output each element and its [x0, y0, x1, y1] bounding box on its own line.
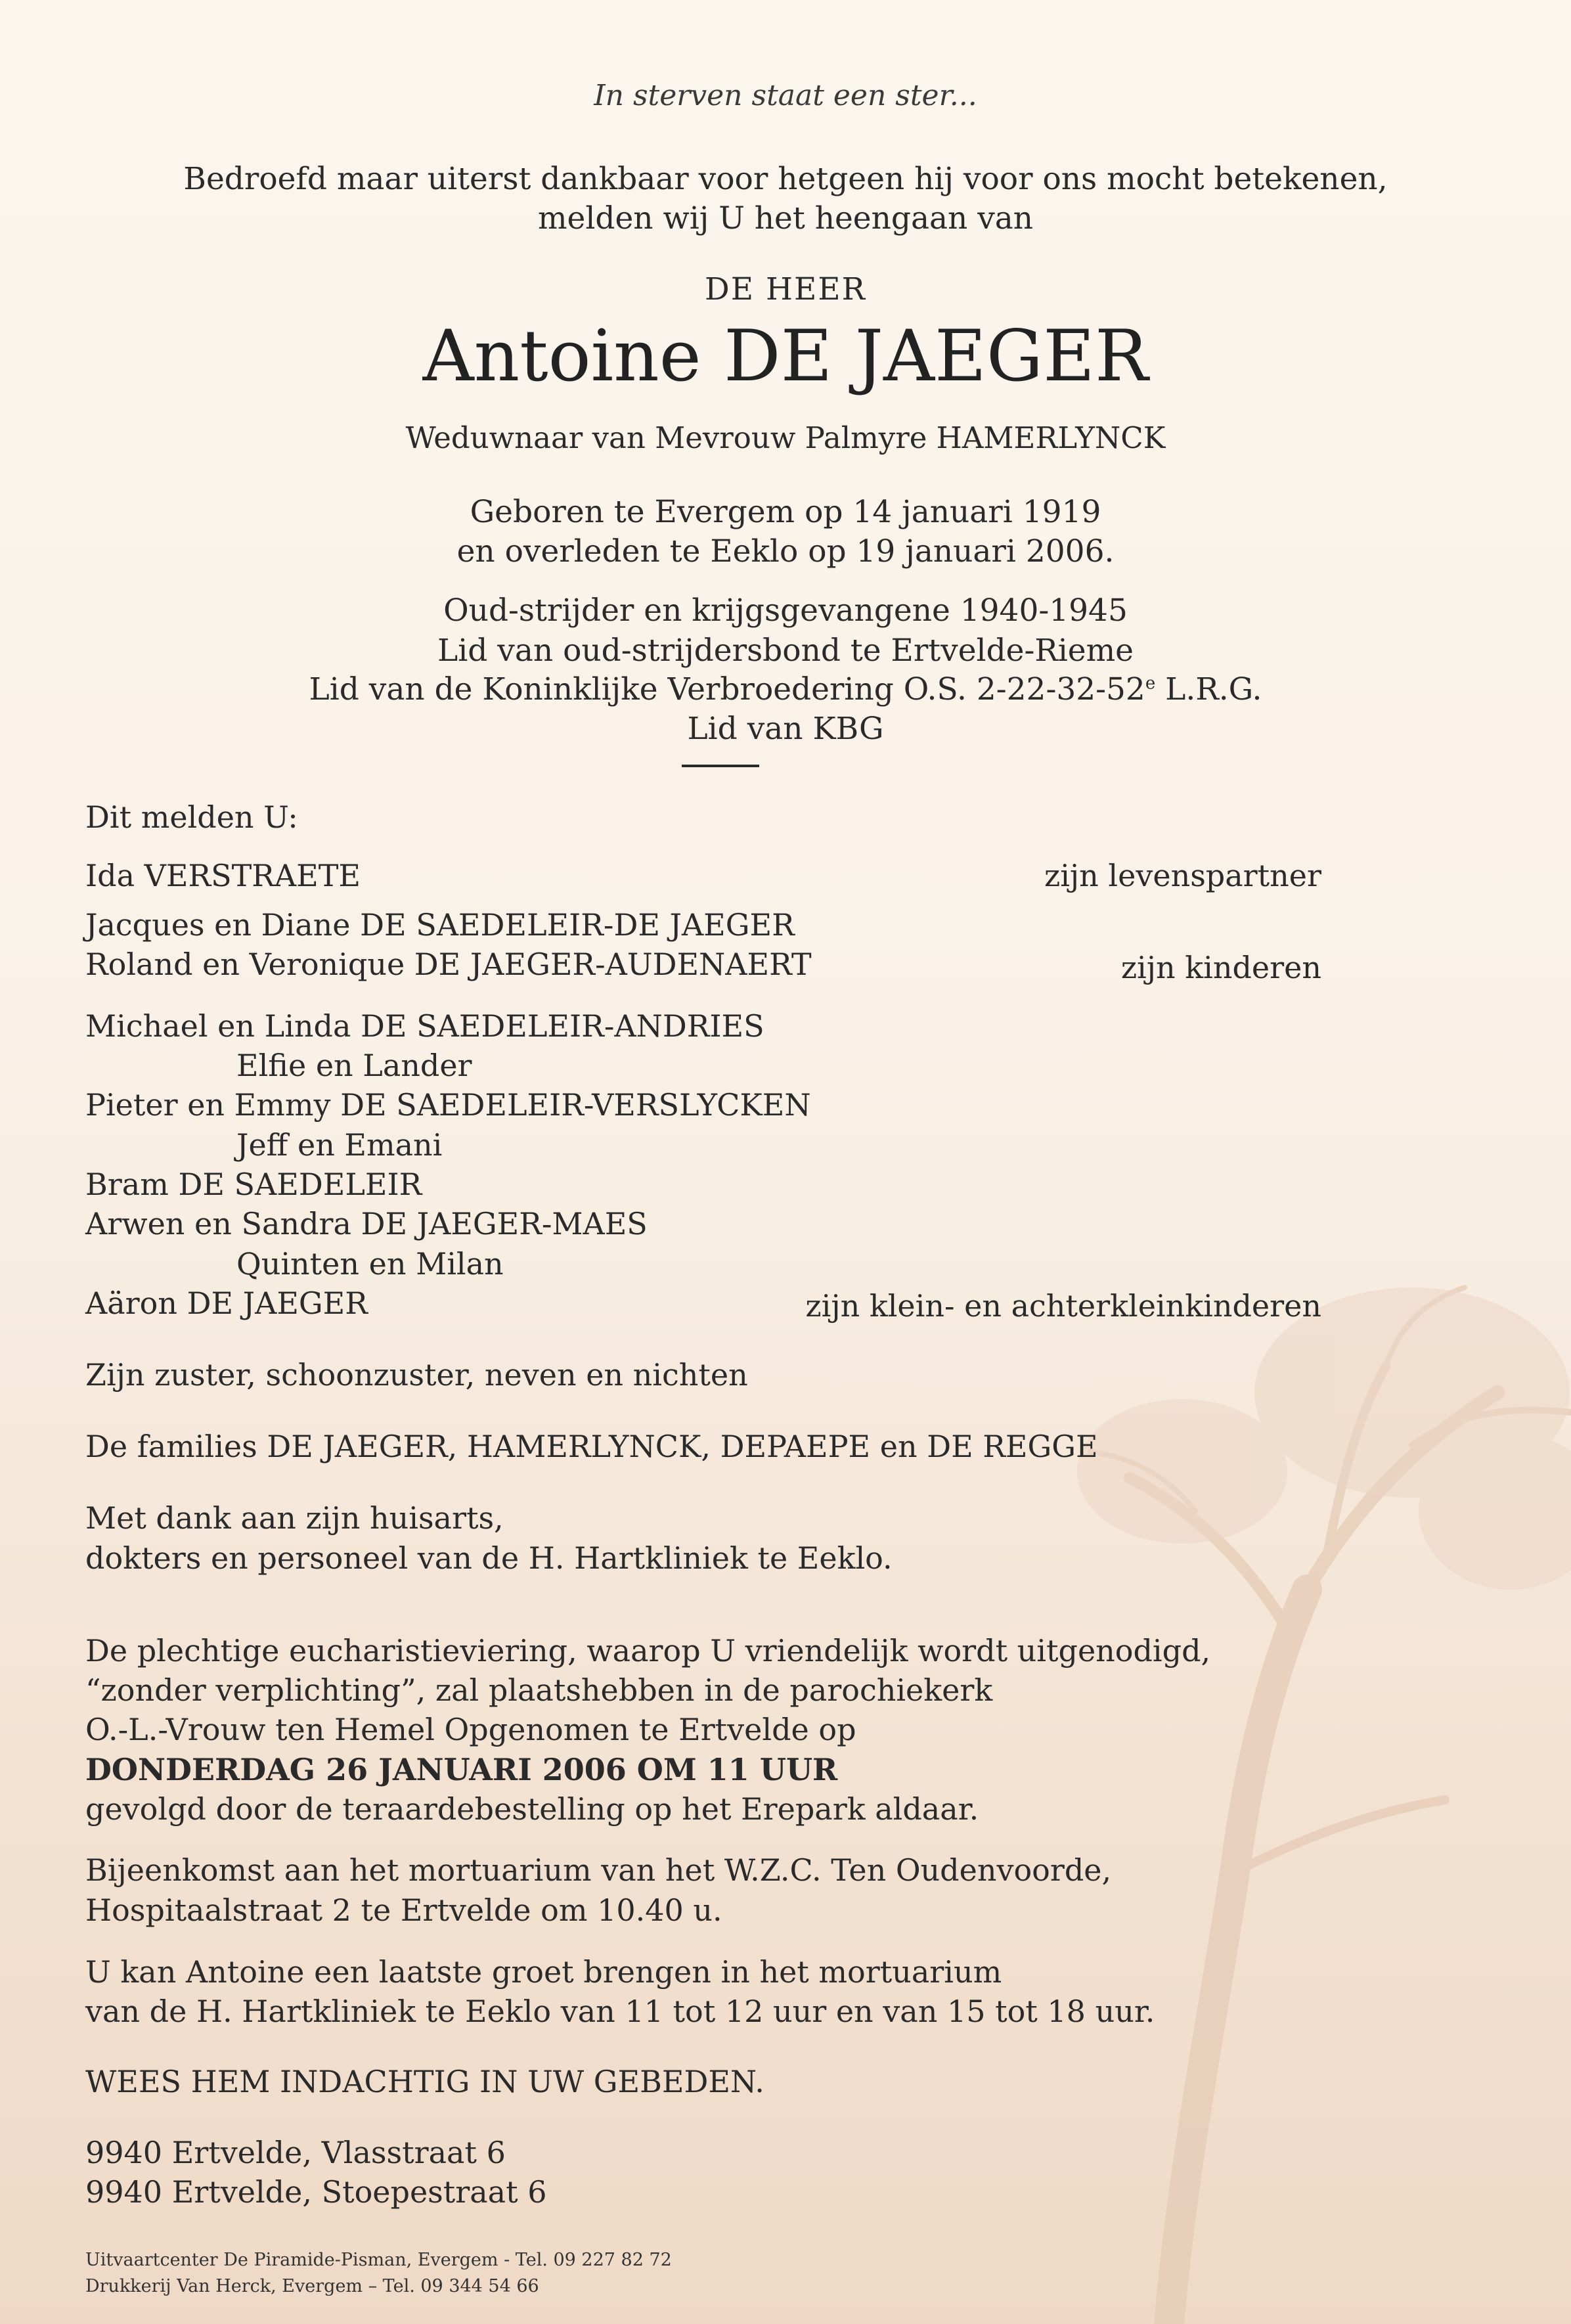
ceremony-line-5: gevolgd door de teraardebestelling op het Erepark aldaar.: [85, 1791, 979, 1827]
address-line-1: 9940 Ertvelde, Vlasstraat 6: [85, 2135, 506, 2170]
partner-name: Ida VERSTRAETE: [85, 858, 361, 893]
great-grandchildren-1: Elfie en Lander: [236, 1048, 472, 1083]
great-grandchildren-4: Quinten en Milan: [236, 1246, 504, 1282]
children-relation: zijn kinderen: [1120, 950, 1321, 985]
grandchild-4: Arwen en Sandra DE JAEGER-MAES: [85, 1206, 648, 1241]
death-info: en overleden te Eeklo op 19 januari 2006.: [456, 533, 1115, 570]
families: De families DE JAEGER, HAMERLYNCK, DEPAEPE en DE REGGE: [85, 1429, 1098, 1464]
address-line-2: 9940 Ertvelde, Stoepestraat 6: [85, 2174, 547, 2210]
veteran-line-3-superscript: e: [1145, 673, 1156, 694]
honorific: DE HEER: [705, 271, 866, 307]
footer-line-1: Uitvaartcenter De Piramide-Pisman, Evergem - Tel. 09 227 82 72: [85, 2250, 672, 2270]
grandchild-3: Bram DE SAEDELEIR: [85, 1167, 422, 1202]
ceremony-line-2: “zonder verplichting”, zal plaatshebben in de parochiekerk: [85, 1672, 993, 1708]
veteran-line-3-main: Lid van de Koninklijke Verbroedering O.S. 2-22-32-52: [309, 671, 1145, 707]
veteran-line-1: Oud-strijder en krijgsgevangene 1940-1945: [443, 592, 1128, 629]
farewell-line-2: van de H. Hartkliniek te Eeklo van 11 tot 12 uur en van 15 tot 18 uur.: [85, 1994, 1155, 2029]
deceased-name: Antoine DE JAEGER: [422, 315, 1149, 397]
ceremony-date: DONDERDAG 26 JANUARI 2006 OM 11 UUR: [85, 1752, 838, 1787]
widower-of: Weduwnaar van Mevrouw Palmyre HAMERLYNCK: [405, 420, 1166, 455]
announcers-heading: Dit melden U:: [85, 799, 298, 835]
grandchild-1: Michael en Linda DE SAEDELEIR-ANDRIES: [85, 1008, 764, 1044]
intro-line-1: Bedroefd maar uiterst dankbaar voor hetgeen hij voor ons mocht betekenen,: [183, 161, 1388, 197]
intro-line-2: melden wij U het heengaan van: [537, 200, 1034, 236]
veteran-line-3: [0, 671, 1571, 707]
veteran-line-3-end: L.R.G.: [1155, 671, 1262, 707]
prayer-line: WEES HEM INDACHTIG IN UW GEBEDEN.: [85, 2064, 764, 2099]
grandchildren-relation: zijn klein- en achterkleinkinderen: [805, 1288, 1321, 1324]
ceremony-line-3: O.-L.-Vrouw ten Hemel Opgenomen te Ertvelde op: [85, 1712, 856, 1747]
child-1: Jacques en Diane DE SAEDELEIR-DE JAEGER: [85, 907, 795, 943]
motto: In sterven staat een ster...: [594, 79, 977, 112]
meeting-line-1: Bijeenkomst aan het mortuarium van het W.Z.C. Ten Oudenvoorde,: [85, 1852, 1112, 1888]
grandchild-5: Aäron DE JAEGER: [85, 1285, 368, 1321]
thanks-line-2: dokters en personeel van de H. Hartkliniek te Eeklo.: [85, 1540, 893, 1576]
great-grandchildren-2: Jeff en Emani: [236, 1127, 443, 1163]
grandchild-2: Pieter en Emmy DE SAEDELEIR-VERSLYCKEN: [85, 1087, 811, 1123]
ceremony-line-1: De plechtige eucharistieviering, waarop U vriendelijk wordt uitgenodigd,: [85, 1633, 1211, 1668]
meeting-line-2: Hospitaalstraat 2 te Ertvelde om 10.40 u.: [85, 1892, 722, 1928]
divider: [682, 765, 759, 767]
thanks-line-1: Met dank aan zijn huisarts,: [85, 1500, 504, 1536]
footer-line-2: Drukkerij Van Herck, Evergem – Tel. 09 344 54 66: [85, 2276, 539, 2296]
partner-relation: zijn levenspartner: [1044, 858, 1321, 893]
veteran-line-2: Lid van oud-strijdersbond te Ertvelde-Rieme: [437, 633, 1134, 669]
birth-info: Geboren te Evergem op 14 januari 1919: [470, 494, 1101, 530]
siblings: Zijn zuster, schoonzuster, neven en nichten: [85, 1357, 748, 1393]
child-2: Roland en Veronique DE JAEGER-AUDENAERT: [85, 947, 812, 982]
veteran-line-4: Lid van KBG: [687, 711, 884, 747]
farewell-line-1: U kan Antoine een laatste groet brengen in het mortuarium: [85, 1954, 1002, 1990]
